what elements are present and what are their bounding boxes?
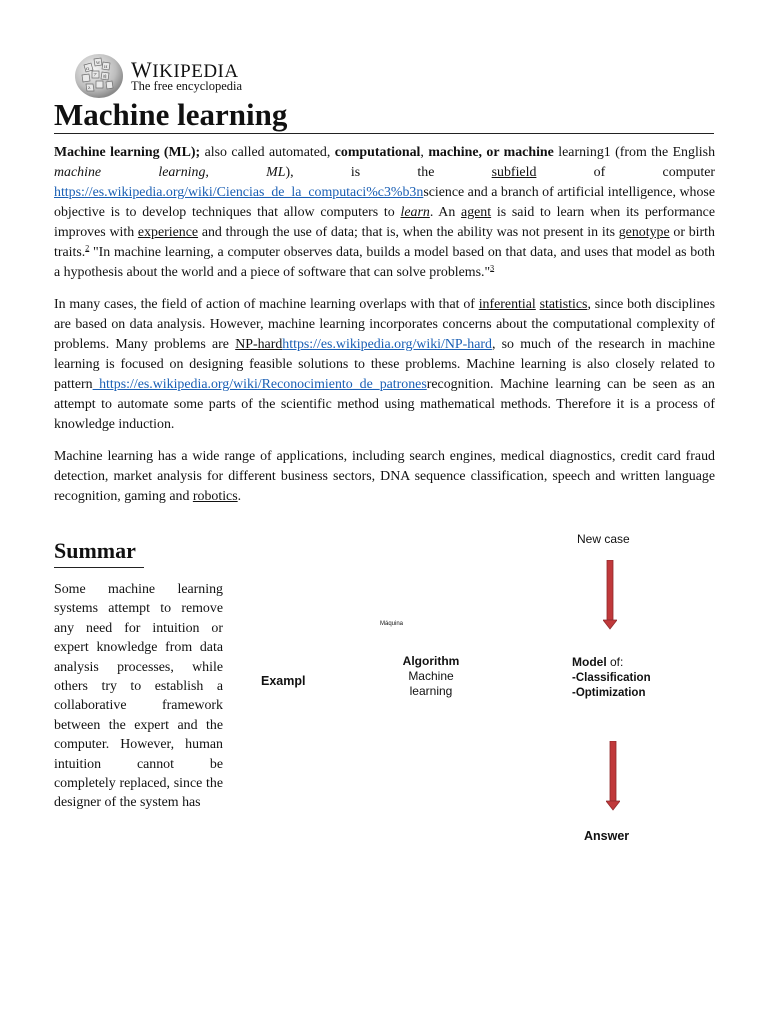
- arrow-head: [603, 620, 617, 629]
- np-hard-term[interactable]: NP-hard: [235, 337, 283, 352]
- subfield-link[interactable]: subfield: [491, 165, 537, 180]
- applications-paragraph: Machine learning has a wide range of applications, including search engines, medical diagnostics, credit card fraud detection, market analysis for different business sectors, DNA sequence classification, speech and written language recognition, gaming and robotics.: [54, 449, 715, 504]
- diagram-optimization-label: -Optimization: [572, 687, 646, 699]
- tagline: The free encyclopedia: [131, 79, 243, 93]
- diagram-model-block: [572, 655, 651, 701]
- diagram-algorithm-block: [396, 654, 466, 699]
- svg-text:維: 維: [103, 74, 107, 79]
- diagram-algorithm-label: Algorithm: [402, 654, 460, 668]
- page-title: Machine learning: [54, 97, 714, 134]
- arrow-head: [606, 801, 620, 810]
- summary-text: Some machine learning systems attempt to remove any need for intuition or expert knowledge from data analysis processes, while others try to establish a collaborative framework between the expert and the computer. However, human intuition cannot be completely replaced, since the designer of the system has: [54, 582, 223, 811]
- wikipedia-wordmark[interactable]: WIKIPEDIA: [131, 57, 239, 82]
- svg-text:ア: ア: [93, 72, 97, 77]
- wikipedia-globe-logo: [74, 53, 124, 99]
- svg-text:Ω: Ω: [86, 66, 90, 71]
- pattern-recognition-link[interactable]: https://es.wikipedia.org/wiki/Reconocimiento_de_patrones: [92, 377, 427, 392]
- diagram-model-label: Model: [572, 655, 607, 669]
- diagram-learning-label: learning: [409, 684, 453, 698]
- experience-link[interactable]: experience: [137, 225, 199, 240]
- footnote-2[interactable]: 2: [85, 243, 90, 253]
- svg-text:W: W: [96, 60, 101, 65]
- arrow-shaft: [607, 560, 613, 620]
- diagram-new-case-label: New case: [577, 532, 630, 546]
- arrow-down-icon: [603, 560, 617, 630]
- svg-text:λ: λ: [88, 85, 91, 90]
- arrow-shaft: [610, 741, 616, 801]
- agent-link[interactable]: agent: [461, 205, 492, 220]
- diagram-machine-label: Machine: [408, 669, 454, 683]
- svg-text:И: И: [104, 64, 108, 69]
- learn-link[interactable]: learn: [400, 205, 430, 220]
- np-hard-link[interactable]: https://es.wikipedia.org/wiki/NP-hard: [282, 337, 492, 352]
- overlap-paragraph: In many cases, the field of action of machine learning overlaps with that of inferential statistics, since both disciplines are based on data analysis. However, machine learning incorporates concerns about the computational complexity of problems. Many problems are NP-hardhttps://es.wikipedia.org/wiki/NP-hard, so much of the research in machine learning is focused on designing feasible solutions to these problems. Machine learning is also closely related to pattern https://es.wikipedia.org/wiki/Reconocimiento_de_patronesrecognition. Machine learning can be seen as an attempt to automate some parts of the scientific method using mathematical methods. Therefore it is a process of knowledge induction.: [54, 297, 715, 432]
- statistics-link[interactable]: statistics: [539, 297, 588, 312]
- article-body: [54, 143, 715, 519]
- summary-heading: Summar: [54, 537, 144, 568]
- arrow-down-icon-2: [606, 741, 620, 811]
- robotics-link[interactable]: robotics: [192, 489, 238, 504]
- diagram-example-label: Exampl: [261, 674, 306, 688]
- computer-science-link[interactable]: https://es.wikipedia.org/wiki/Ciencias_de_la_computaci%c3%b3n: [54, 185, 424, 200]
- diagram-classification-label: -Classification: [572, 672, 651, 684]
- diagram-answer-label: Answer: [584, 829, 630, 843]
- intro-paragraph: Machine learning (ML); also called automated, computational, machine, or machine learning1 (from the English machine learning, ML), is the subfield of computer https://es.wikipedia.org/wiki/Ciencias_de_la_computaci%c3%b3nscience and a branch of artificial intelligence, whose objective is to develop techniques that allow computers to learn. An agent is said to learn when its performance improves with experience and through the use of data; that is, when the ability was not present in its genotype or birth traits.$^2$ "In machine learning, a computer observes data, builds a model based on that data, and uses that model as both a hypothesis about the world and a piece of software that can solve problems."$^3$: [54, 145, 716, 280]
- genotype-link[interactable]: genotype: [618, 225, 670, 240]
- diagram-maquina-label: Máquina: [380, 621, 404, 627]
- footnote-3[interactable]: 3: [490, 263, 495, 273]
- diagram-model-of: of:: [606, 655, 624, 669]
- inferential-link[interactable]: inferential: [478, 297, 536, 312]
